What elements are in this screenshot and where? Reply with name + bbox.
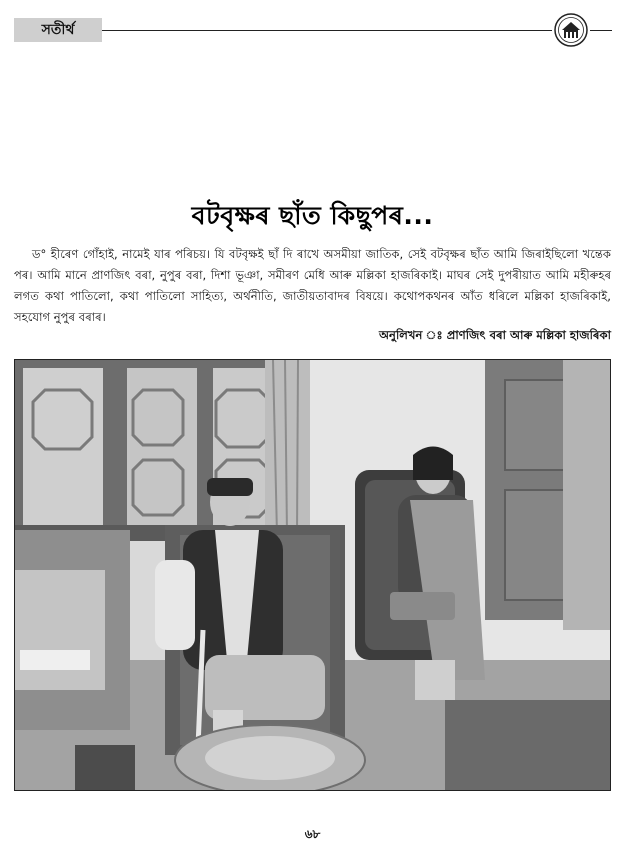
header-rule-right [590, 30, 612, 31]
header-rule [102, 30, 552, 31]
interview-photo [14, 359, 611, 791]
article-credits: অনুলিখন ঃ প্ৰাণজিৎ বৰা আৰু মল্লিকা হাজৰিকা [378, 328, 611, 342]
article-title: বটবৃক্ষৰ ছাঁত কিছুপৰ... [191, 201, 434, 230]
article-intro: ড° হীৰেণ গোঁহাই, নামেই যাৰ পৰিচয়। যি বটবৃক্ষই ছাঁ দি ৰাখে অসমীয়া জাতিক, সেই বটবৃক্ষৰ ছাঁত আমি জিৰাইছিলো খন্তেক পৰ। আমি মানে প্ৰাণজিৎ বৰা, নুপুৰ বৰা, দিশা ভূঞা, সমীৰণ মেধি আৰু মল্লিকা হাজৰিকাই। মাঘৰ সেই দুপৰীয়াত আমি মহীৰুহৰ লগত কথা পাতিলো, কথা পাতিলো সাহিত্য, অৰ্থনীতি, জাতীয়তাবাদৰ বিষয়ে। কথোপকথনৰ আঁত ধৰিলে মল্লিকা হাজৰিকাই, সহযোগ নুপুৰ বৰাৰ। [14, 247, 611, 324]
magazine-emblem-icon [554, 13, 588, 47]
page-number: ৬৮ [304, 827, 321, 841]
section-label: সতীৰ্থ [14, 18, 102, 42]
